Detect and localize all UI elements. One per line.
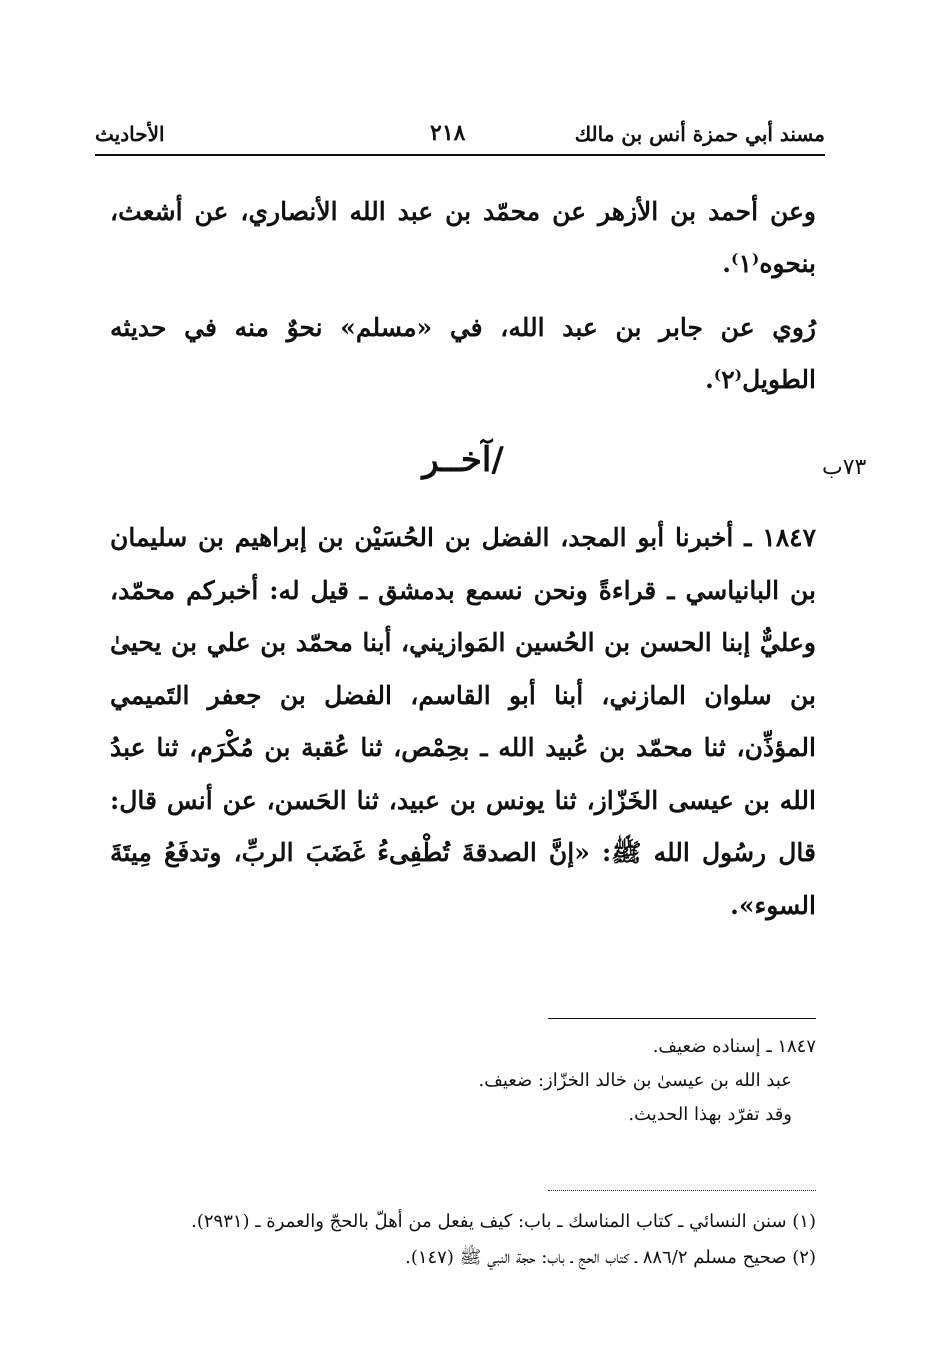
section-heading: /آخــر	[422, 440, 504, 480]
header-rule	[95, 154, 825, 156]
book-title: مسند أبي حمزة أنس بن مالك	[574, 122, 825, 146]
paragraph-ahmad-ibn-azhar: وعن أحمد بن الأزهر عن محمّد بن عبد الله الأنصاري، عن أشعث، بنحوه⁽١⁾.	[110, 197, 816, 278]
footnote-1: (١) سنن النسائي ـ كتاب المناسك ـ باب: كيف يفعل من أهلّ بالحجّ والعمرة ـ (٢٩٣١).	[191, 1211, 816, 1232]
takhrij-line: عبد الله بن عيسىٰ بن خالد الخزّاز: ضعيف.	[478, 1070, 792, 1091]
folio-margin-note: ٧٣ب	[822, 455, 867, 480]
takhrij-rule	[548, 1018, 816, 1019]
footnote-rule	[548, 1190, 816, 1191]
footnotes	[110, 1204, 816, 1276]
running-header	[95, 118, 825, 152]
section-label: الأحاديث	[95, 122, 165, 146]
page-number: ٢١٨	[430, 120, 466, 146]
paragraph-jabir: رُوي عن جابر بن عبد الله، في «مسلم» نحوٌ منه في حديثه الطويل⁽٢⁾.	[110, 313, 816, 394]
hadith-1847-paragraph: ١٨٤٧ ـ أخبرنا أبو المجد، الفضل بن الحُسَيْن بن إبراهيم بن سليمان بن البانياسي ـ قراءةً ونحن نسمع بدمشق ـ قيل له: أخبركم محمّد، وعليٌّ إبنا الحسن بن الحُسين المَوازيني، أبنا محمّد بن علي بن يحيىٰ بن سلوان المازني، أبنا أبو القاسم، الفضل بن جعفر التَميمي المؤذِّن، ثنا محمّد بن عُبيد الله ـ بحِمْص، ثنا عُقبة بن مُكْرَم، ثنا عبدُ الله بن عيسى الخَزّاز، ثنا يونس بن عبيد، ثنا الحَسن، عن أنس قال: قال رسُول الله ﷺ: «إنَّ الصدقةَ تُطْفِىءُ غَضَبَ الربِّ، وتدفَعُ مِيتَةَ السوء».	[110, 523, 816, 920]
takhrij-notes	[330, 1030, 816, 1132]
footnote-2: (٢) صحيح مسلم ٨٨٦/٢ ـ كتاب الحج ـ باب: حجة النبي ﷺ (١٤٧).	[405, 1247, 816, 1268]
takhrij-line: وقد تفرّد بهذا الحديث.	[628, 1104, 792, 1125]
takhrij-line: ١٨٤٧ ـ إسناده ضعيف.	[652, 1036, 816, 1057]
